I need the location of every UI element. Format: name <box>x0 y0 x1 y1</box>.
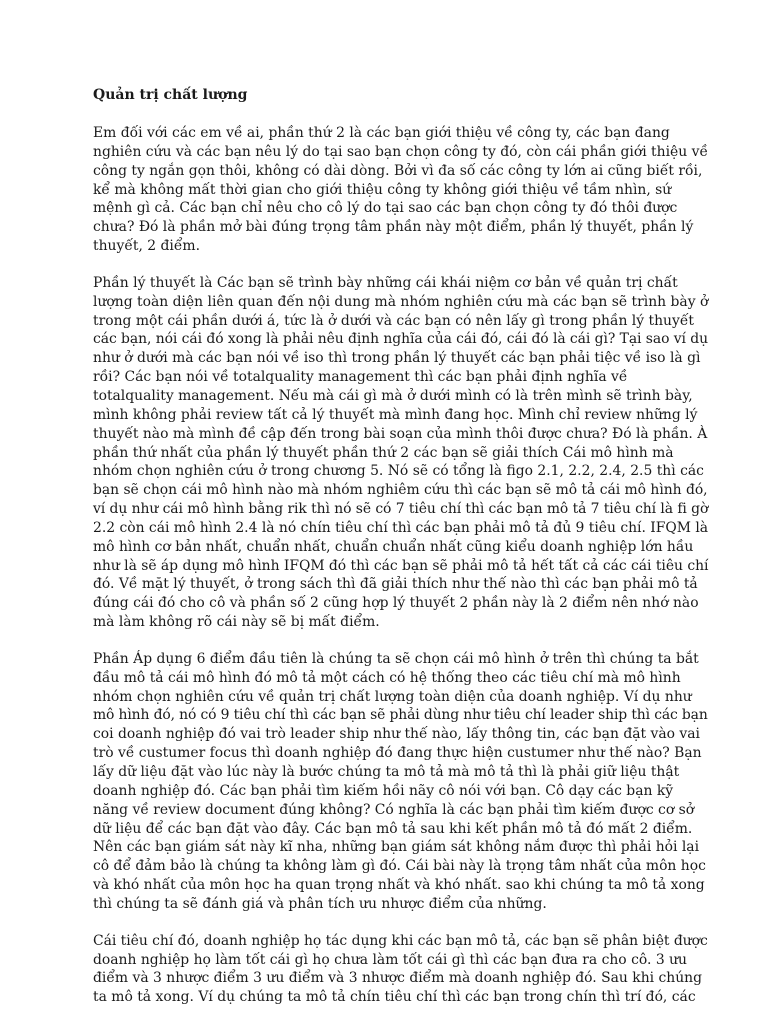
paragraph-line: doanh nghiệp đó. Các bạn phải tìm kiếm hồi nãy cô nói với bạn. Cô dạy các bạn kỹ <box>93 782 674 799</box>
paragraph-3 <box>93 650 708 914</box>
paragraph-line: thuyết, 2 điểm. <box>93 238 201 255</box>
paragraph-line: Phần Áp dụng 6 điểm đầu tiên là chúng ta sẽ chọn cái mô hình ở trên thì chúng ta bắt <box>93 650 699 667</box>
paragraph-line: mệnh gì cả. Các bạn chỉ nêu cho cô lý do tại sao các bạn chọn công ty đó thôi được <box>93 200 678 217</box>
paragraph-line: năng về review document đúng không? Có nghĩa là các bạn phải tìm kiếm được cơ sở <box>93 801 695 818</box>
paragraph-line: nhóm chọn nghiên cứu về quản trị chất lượng toàn diện của doanh nghiệp. Ví dụ như <box>93 688 692 705</box>
paragraph-line: điểm và 3 nhược điểm 3 ưu điểm và 3 nhược điểm mà doanh nghiệp đó. Sau khi chúng <box>93 970 703 987</box>
paragraph-line: ví dụ như cái mô hình bằng rik thì nó sẽ có 7 tiêu chí thì các bạn mô tả 7 tiêu chí là fi gờ <box>93 501 709 518</box>
paragraph-line: rồi? Các bạn nói về totalquality management thì các bạn phải định nghĩa về <box>93 369 628 386</box>
paragraph-line: và khó nhất của môn học ha quan trọng nhất và khó nhất. sao khi chúng ta mô tả xong <box>93 877 705 894</box>
paragraph-line: ta mô tả xong. Ví dụ chúng ta mô tả chín tiêu chí thì các bạn trong chín thì trí đó, các <box>93 989 696 1006</box>
paragraph-line: nhóm chọn nghiên cứu ở trong chương 5. Nó sẽ có tổng là figo 2.1, 2.2, 2.4, 2.5 thì các <box>93 463 704 480</box>
paragraph-line: cô để đảm bảo là chúng ta không làm gì đó. Cái bài này là trọng tâm nhất của môn học <box>93 858 706 875</box>
document-title: Quản trị chất lượng <box>93 87 248 103</box>
paragraph-line: các bạn, nói cái đó xong là phải nêu định nghĩa của cái đó, cái đó là cái gì? Tại sao ví dụ <box>93 331 709 348</box>
paragraph-line: đó. Về mặt lý thuyết, ở trong sách thì đã giải thích như thế nào thì các bạn phải mô tả <box>93 576 698 593</box>
document-body <box>93 124 709 1007</box>
paragraph-line: nghiên cứu và các bạn nêu lý do tại sao bạn chọn công ty đó, còn cái phần giới thiệu về <box>93 143 708 160</box>
paragraph-line: đúng cái đó cho cô và phần số 2 cũng hợp lý thuyết 2 phần này là 2 điểm nên nhớ nào <box>93 595 699 612</box>
paragraph-line: lượng toàn diện liên quan đến nội dung mà nhóm nghiên cứu mà các bạn sẽ trình bày ở <box>93 293 709 310</box>
paragraph-line: Phần lý thuyết là Các bạn sẽ trình bày những cái khái niệm cơ bản về quản trị chất <box>93 274 678 291</box>
paragraph-line: Cái tiêu chí đó, doanh nghiệp họ tác dụng khi các bạn mô tả, các bạn sẽ phân biệt được <box>93 932 708 949</box>
paragraph-line: lấy dữ liệu đặt vào lúc này là bước chúng ta mô tả mà mô tả thì là phải giữ liệu thật <box>93 764 680 780</box>
paragraph-line: coi doanh nghiệp đó vai trò leader ship như thế nào, lấy thông tin, các bạn đặt vào vai <box>93 726 700 743</box>
paragraph-line: mô hình đó, nó có 9 tiêu chí thì các bạn sẽ phải dùng như tiêu chí leader ship thì các bạn <box>93 707 708 724</box>
paragraph-line: công ty ngắn gọn thôi, không có dài dòng. Bởi vì đa số các công ty lớn ai cũng biết rồi, <box>93 162 703 179</box>
paragraph-line: kể mà không mất thời gian cho giới thiệu công ty không giới thiệu về tầm nhìn, sứ <box>93 181 672 198</box>
paragraph-line: phần thứ nhất của phần lý thuyết phần thứ 2 các bạn sẽ giải thích Cái mô hình mà <box>93 444 674 461</box>
paragraph-line: bạn sẽ chọn cái mô hình nào mà nhóm nghiêm cứu thì các bạn sẽ mô tả cái mô hình đó, <box>93 482 708 499</box>
paragraph-line: thì chúng ta sẽ đánh giá và phân tích ưu nhược điểm của những. <box>93 895 547 912</box>
paragraph-line: như ở dưới mà các bạn nói về iso thì trong phần lý thuyết các bạn phải tiệc về iso là gì <box>93 350 701 367</box>
paragraph-line: mình không phải review tất cả lý thuyết mà mình đang học. Mình chỉ review những lý <box>93 406 698 423</box>
paragraph-1 <box>93 124 708 256</box>
paragraph-line: dữ liệu để các bạn đặt vào đây. Các bạn mô tả sau khi kết phần mô tả đó mất 2 điểm. <box>93 820 693 837</box>
paragraph-line: như là sẽ áp dụng mô hình IFQM đó thì các bạn sẽ phải mô tả hết tất cả các cái tiêu chí <box>93 557 709 574</box>
paragraph-line: trong một cái phần dưới á, tức là ở dưới và các bạn có nên lấy gì trong phần lý thuyết <box>93 312 694 329</box>
paragraph-line: đầu mô tả cái mô hình đó mô tả một cách có hệ thống theo các tiêu chí mà mô hình <box>93 669 681 686</box>
paragraph-2 <box>93 274 709 632</box>
paragraph-line: trò về custumer focus thì doanh nghiệp đó đang thực hiện custumer như thế nào? Bạn <box>93 745 702 762</box>
paragraph-line: Nên các bạn giám sát này kĩ nha, những bạn giám sát không nắm được thì phải hỏi lại <box>93 839 700 856</box>
paragraph-line: totalquality management. Nếu mà cái gì mà ở dưới mình có là trên mình sẽ trình bày, <box>93 387 693 404</box>
paragraph-line: doanh nghiệp họ làm tốt cái gì họ chưa làm tốt cái gì thì các bạn đưa ra cho cô. 3 ưu <box>93 951 687 968</box>
paragraph-line: mô hình cơ bản nhất, chuẩn nhất, chuẩn chuẩn nhất cũng kiểu doanh nghiệp lớn hầu <box>93 538 694 555</box>
paragraph-line: thuyết nào mà mình đề cập đến trong bài soạn của mình thôi được chưa? Đó là phần. À <box>93 425 708 442</box>
paragraph-line: 2.2 còn cái mô hình 2.4 là nó chín tiêu chí thì các bạn phải mô tả đủ 9 tiêu chí. IFQM là <box>93 519 709 536</box>
paragraph-line: chưa? Đó là phần mở bài đúng trọng tâm phần này một điểm, phần lý thuyết, phần lý <box>93 219 694 236</box>
paragraph-line: Em đối với các em về ai, phần thứ 2 là các bạn giới thiệu về công ty, các bạn đang <box>93 125 670 141</box>
paragraph-line: mà làm không rõ cái này sẽ bị mất điểm. <box>93 614 380 631</box>
paragraph-4 <box>93 932 708 1007</box>
